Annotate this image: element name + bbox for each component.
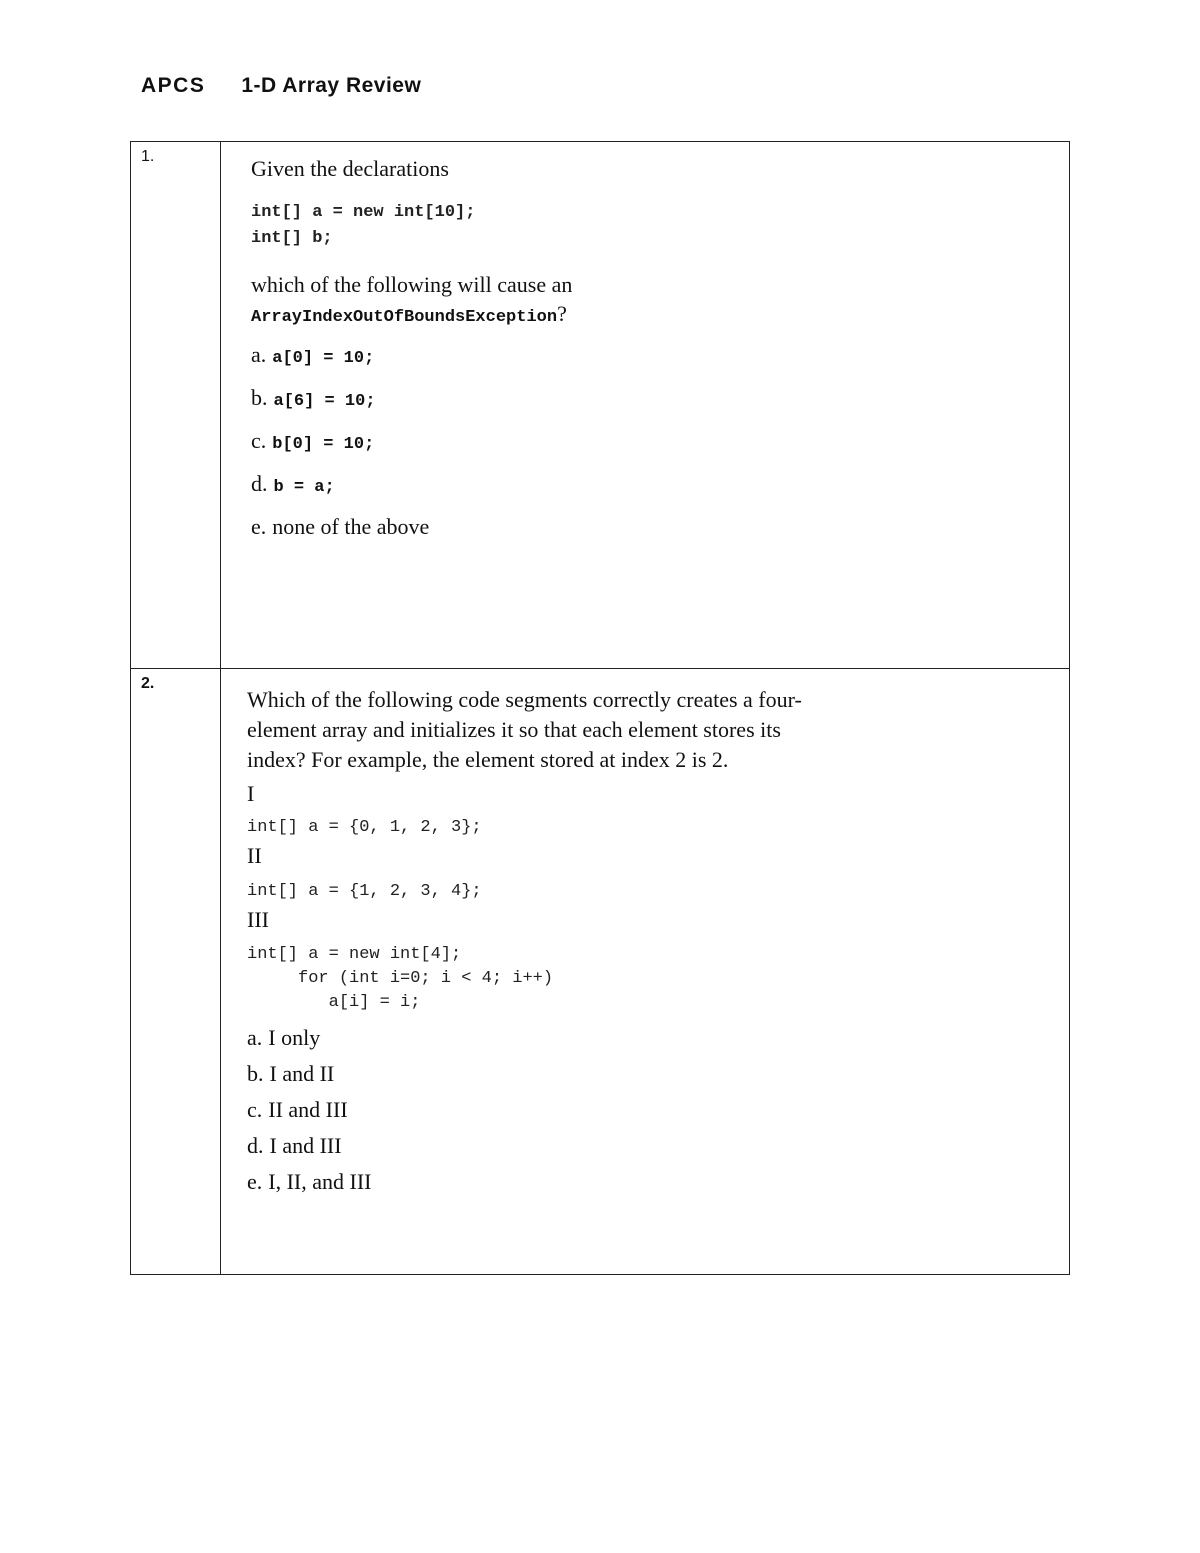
code-line: int[] a = new int[10]; (251, 203, 476, 222)
question-number: 2. (131, 669, 221, 1275)
question-stem-line: element array and initializes it so that each element stores its (247, 717, 781, 742)
segment-label: III (247, 907, 269, 932)
page-title: 1-D Array Review (241, 74, 422, 97)
answer-option-d[interactable]: d. b = a; (251, 471, 335, 497)
answer-option-c[interactable]: c. b[0] = 10; (251, 428, 375, 454)
question-stem-line: index? For example, the element stored at index 2 is 2. (247, 747, 729, 772)
code-line: for (int i=0; i < 4; i++) (247, 969, 554, 988)
segment-label: I (247, 781, 255, 806)
answer-option-a[interactable]: a. I only (247, 1025, 321, 1050)
answer-option-b[interactable]: b. a[6] = 10; (251, 385, 376, 411)
answer-option-a[interactable]: a. a[0] = 10; (251, 342, 375, 368)
question-row-1 (131, 142, 1070, 669)
question-body (221, 142, 1070, 669)
question-stem-line: Which of the following code segments correctly creates a four- (247, 687, 802, 712)
question-body (221, 669, 1070, 1275)
question-row-2 (131, 669, 1070, 1275)
code-line: int[] a = new int[4]; (247, 945, 462, 964)
code-line: int[] b; (251, 229, 333, 248)
answer-option-d[interactable]: d. I and III (247, 1133, 342, 1158)
prompt-end: ? (557, 301, 567, 326)
segment-label: II (247, 843, 262, 868)
code-line: int[] a = {1, 2, 3, 4}; (247, 882, 482, 901)
question-prompt-line2 (251, 300, 1069, 332)
answer-option-e[interactable]: e. none of the above (251, 514, 430, 539)
answer-option-c[interactable]: c. II and III (247, 1097, 348, 1122)
question-number: 1. (131, 142, 221, 669)
question-stem: Given the declarations (251, 156, 449, 181)
course-name: APCS (141, 74, 206, 97)
answer-option-e[interactable]: e. I, II, and III (247, 1169, 372, 1194)
question-prompt: which of the following will cause an (251, 272, 573, 297)
code-line: a[i] = i; (247, 993, 421, 1012)
page-header (141, 74, 421, 98)
answer-option-b[interactable]: b. I and II (247, 1061, 335, 1086)
questions-table (130, 141, 1070, 1275)
code-line: int[] a = {0, 1, 2, 3}; (247, 818, 482, 837)
exception-name: ArrayIndexOutOfBoundsException (251, 308, 558, 327)
